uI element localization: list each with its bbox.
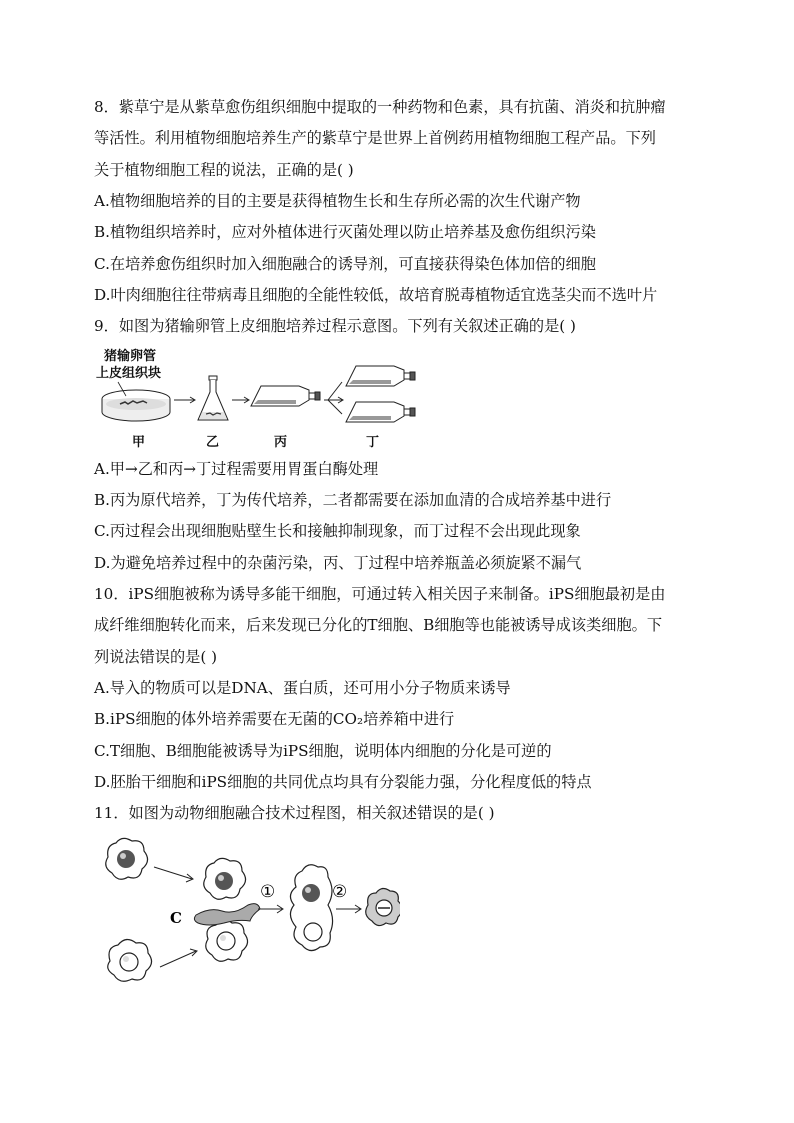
q9-label-yi: 乙: [206, 435, 220, 450]
q9-label-jia: 甲: [132, 435, 146, 450]
q8-stem-line-3: 关于植物细胞工程的说法，正确的是( ): [94, 161, 354, 179]
q11-label-c: C: [170, 909, 182, 927]
petri-dish-icon: [102, 382, 170, 421]
q10-stem-line-3: 列说法错误的是( ): [94, 648, 217, 666]
hybrid-cell-icon: [366, 888, 400, 925]
culture-bottle-icon: [251, 386, 320, 406]
q9-option-c: C.丙过程会出现细胞贴壁生长和接触抑制现象，而丁过程不会出现此现象: [94, 522, 581, 540]
cell-icon-3: [204, 858, 246, 899]
q9-label-bing: 丙: [274, 435, 288, 450]
q9-stem: 9．如图为猪输卵管上皮细胞培养过程示意图。下列有关叙述正确的是( ): [94, 317, 576, 335]
conical-flask-icon: [198, 376, 228, 420]
cell-icon-4: [206, 919, 248, 961]
q10-option-d: D.胚胎干细胞和iPS细胞的共同优点均具有分裂能力强，分化程度低的特点: [94, 773, 592, 791]
culture-bottle-icon-bottom: [346, 402, 415, 422]
q11-figure: [100, 835, 400, 1000]
q8-option-a: A.植物细胞培养的目的主要是获得植物生长和生存所必需的次生代谢产物: [94, 192, 581, 210]
q9-figure-caption-2: 上皮组织块: [96, 366, 162, 381]
q11-label-step2: ②: [332, 882, 348, 902]
q9-label-ding: 丁: [366, 435, 380, 450]
q10-option-a: A.导入的物质可以是DNA、蛋白质，还可用小分子物质来诱导: [94, 679, 511, 697]
q9-option-b: B.丙为原代培养，丁为传代培养，二者都需要在添加血清的合成培养基中进行: [94, 491, 612, 509]
cell-icon-1: [106, 838, 148, 879]
culture-bottle-icon-top: [346, 366, 415, 386]
q11-figure-drawing: [100, 835, 400, 1000]
q9-figure: [96, 344, 426, 450]
q8-option-d: D.叶肉细胞往往带病毒且细胞的全能性较低，故培育脱毒植物适宜选茎尖而不选叶片: [94, 286, 658, 304]
q11-label-step1: ①: [260, 882, 276, 902]
q10-option-c: C.T细胞、B细胞能被诱导为iPS细胞，说明体内细胞的分化是可逆的: [94, 742, 552, 760]
q9-option-a: A.甲→乙和丙→丁过程需要用胃蛋白酶处理: [94, 460, 379, 478]
q8-option-b: B.植物组织培养时，应对外植体进行灭菌处理以防止培养基及愈伤组织污染: [94, 223, 596, 241]
q8-option-c: C.在培养愈伤组织时加入细胞融合的诱导剂，可直接获得染色体加倍的细胞: [94, 255, 596, 273]
q8-stem-line-2: 等活性。利用植物细胞培养生产的紫草宁是世界上首例药用植物细胞工程产品。下列: [94, 129, 656, 147]
q9-figure-caption-1: 猪输卵管: [104, 349, 157, 364]
q10-stem-line-2: 成纤维细胞转化而来，后来发现已分化的T细胞、B细胞等也能被诱导成该类细胞。下: [94, 616, 663, 634]
cell-icon-2: [108, 939, 152, 981]
fused-cell-icon: [290, 865, 332, 951]
q8-stem-line-1: 8．紫草宁是从紫草愈伤组织细胞中提取的一种药物和色素，具有抗菌、消炎和抗肿瘤: [94, 98, 666, 116]
q10-stem-line-1: 10．iPS细胞被称为诱导多能干细胞，可通过转入相关因子来制备。iPS细胞最初是由: [94, 585, 666, 603]
q9-option-d: D.为避免培养过程中的杂菌污染，丙、丁过程中培养瓶盖必须旋紧不漏气: [94, 554, 582, 572]
q10-option-b: B.iPS细胞的体外培养需要在无菌的CO₂培养箱中进行: [94, 710, 455, 728]
q11-stem: 11．如图为动物细胞融合技术过程图，相关叙述错误的是( ): [94, 804, 495, 822]
